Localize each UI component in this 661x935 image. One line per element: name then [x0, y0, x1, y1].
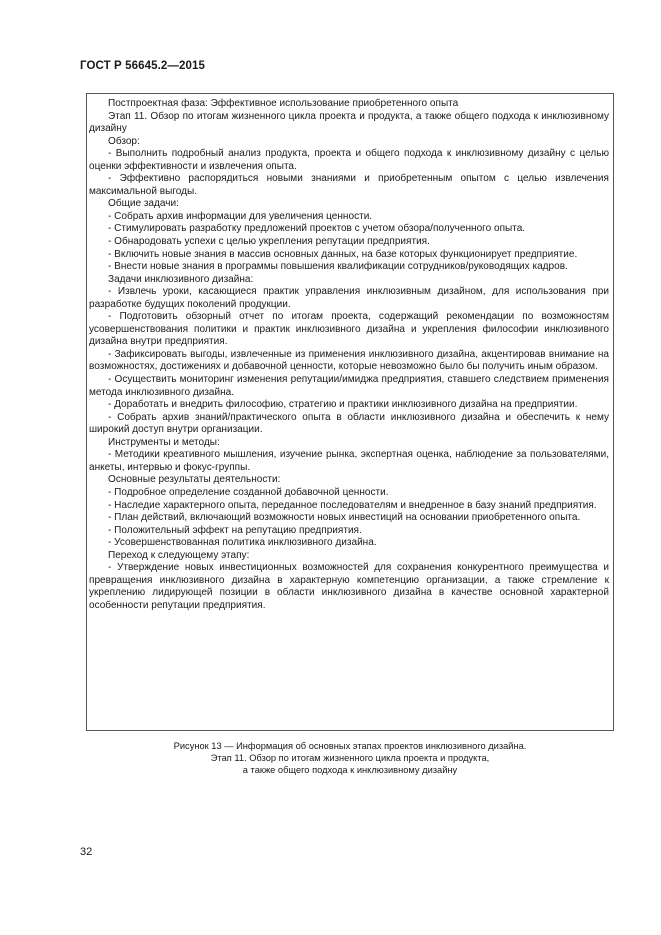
figure-caption — [86, 740, 614, 776]
figure-paragraph: Основные результаты деятельности: — [108, 474, 281, 486]
figure-paragraph: - Наследие характерного опыта, переданное последователям и внедренное в базу знаний предприятия. — [108, 499, 597, 511]
figure-paragraph: - Осуществить мониторинг изменения репутации/имиджа предприятия, ставшего следствием применения метода инклюзивного дизайна. — [89, 374, 609, 398]
figure-paragraph: Этап 11. Обзор по итогам жизненного цикла проекта и продукта, а также общего подхода к инклюзивному дизайну — [89, 110, 609, 135]
figure-paragraph: - Стимулировать разработку предложений проектов с учетом обзора/полученного опыта. — [108, 223, 526, 235]
figure-paragraph: Задачи инклюзивного дизайна: — [108, 273, 254, 285]
figure-paragraph: - Внести новые знания в программы повышения квалификации сотрудников/руководящих кадров. — [108, 261, 568, 273]
figure-paragraph: - Подготовить обзорный отчет по итогам проекта, содержащий рекомендации по возможностям усовершенствования политики и практик инклюзивного дизайна и укрепления философии инклюзивного дизайна внутри предприятия. — [89, 311, 609, 348]
figure-paragraph: - Подробное определение созданной добавочной ценности. — [108, 486, 389, 498]
figure-paragraph: - Собрать архив информации для увеличения ценности. — [108, 210, 373, 222]
figure-text-block — [89, 98, 609, 612]
caption-line-2: Этап 11. Обзор по итогам жизненного цикла проекта и продукта, — [210, 753, 490, 763]
figure-paragraph: - Методики креативного мышления, изучение рынка, экспертная оценка, наблюдение за пользователями, анкеты, интервью и фокус-группы. — [89, 449, 609, 473]
figure-paragraph: - Доработать и внедрить философию, стратегию и практики инклюзивного дизайна на предприятии. — [108, 399, 578, 411]
figure-paragraph: Постпроектная фаза: Эффективное использование приобретенного опыта — [108, 98, 459, 109]
figure-paragraph: Общие задачи: — [108, 198, 179, 210]
figure-paragraph: - Собрать архив знаний/практического опыта в области инклюзивного дизайна и обеспечить к нему широкий доступ внутри организации. — [89, 411, 609, 436]
figure-paragraph: - Зафиксировать выгоды, извлеченные из применения инклюзивного дизайна, акцентировав внимание на возможностях, достижениях и добавочной ценности, которые невозможно было бы получить иным образом. — [89, 348, 609, 373]
figure-paragraph: - Включить новые знания в массив основных данных, на базе которых функционирует предприятие. — [108, 248, 578, 260]
caption-line-1: Рисунок 13 — Информация об основных этапах проектов инклюзивного дизайна. — [173, 741, 527, 751]
figure-paragraph: Обзор: — [108, 135, 140, 147]
figure-paragraph: - Усовершенствованная политика инклюзивного дизайна. — [108, 537, 377, 549]
figure-paragraph: - Утверждение новых инвестиционных возможностей для сохранения конкурентного преимущества и превращения инклюзивного дизайна в характерную компетенцию организации, а также стремление к укреплению лидирующей позиции в области инклюзивного дизайна в качестве основной характерной особенности репутации предприятия. — [89, 562, 609, 611]
figure-paragraph: Инструменты и методы: — [108, 436, 220, 448]
caption-line-3: а также общего подхода к инклюзивному дизайну — [242, 765, 458, 775]
figure-paragraph: - Обнародовать успехи с целью укрепления репутации предприятия. — [108, 236, 430, 248]
page-number: 32 — [80, 846, 93, 858]
figure-paragraph: - Положительный эффект на репутацию предприятия. — [108, 524, 362, 536]
figure-paragraph: - Извлечь уроки, касающиеся практик управления инклюзивным дизайном, для использования при разработке будущих поколений продукции. — [89, 286, 609, 310]
figure-paragraph: - Эффективно распорядиться новыми знаниями и приобретенным опытом с целью извлечения максимальной выгоды. — [89, 173, 609, 197]
figure-paragraph: - План действий, включающий возможности новых инвестиций на основании приобретенного опыта. — [108, 512, 581, 524]
document-header: ГОСТ Р 56645.2—2015 — [80, 60, 205, 72]
figure-paragraph: - Выполнить подробный анализ продукта, проекта и общего подхода к инклюзивному дизайну с целью оценки эффективности и извлечения опыта. — [89, 148, 609, 172]
figure-paragraph: Переход к следующему этапу: — [108, 549, 250, 561]
